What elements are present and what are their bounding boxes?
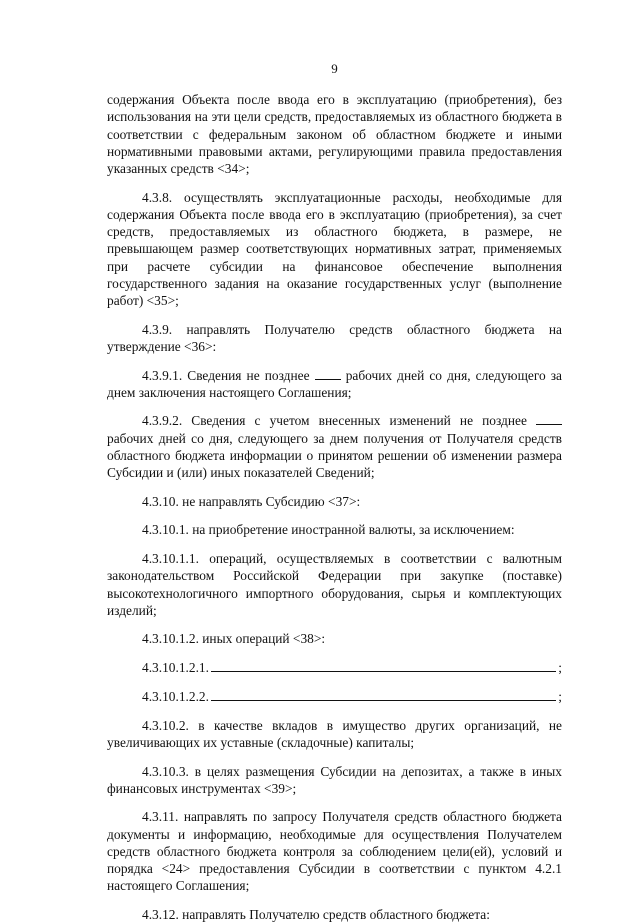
clause-4-3-8: 4.3.8. осуществлять эксплуатационные расходы, необходимые для содержания Объекта после ввода его в эксплуатацию (приобретения), за счет средств, предоставляемых из областного бюджета, в размере, не превышающем размер соответствующих нормативных затрат, применяемых при расчете субсидии на финансовое обеспечение выполнения государственного задания на оказание государственных услуг (выполнение работ) <35>;: [107, 189, 562, 308]
clause-4-3-11: 4.3.11. направлять по запросу Получателя средств областного бюджета документы и информацию, необходимые для осуществления Получателем средств областного бюджета контроля за соблюдением цели(ей), условий и порядка <24> предоставления Субсидии в соответствии с пунктом 4.2.1 настоящего Соглашения;: [107, 809, 562, 894]
blank-days-field-2[interactable]: [536, 412, 562, 425]
clause-4-3-10-1-1: 4.3.10.1.1. операций, осуществляемых в соответствии с валютным законодательством Российской Федерации при закупке (поставке) высокотехнологичного импортного оборудования, сырья и комплектующих изделий;: [107, 551, 562, 618]
clause-4-3-10-1-2: 4.3.10.1.2. иных операций <38>:: [142, 631, 326, 647]
clause-4-3-9-1-text-b: рабочих дней со дня, следующего за днем заключения настоящего Соглашения;: [107, 367, 562, 400]
clause-4-3-9-1-text-a: 4.3.9.1. Сведения не позднее: [142, 367, 310, 383]
clause-4-3-10-3: 4.3.10.3. в целях размещения Субсидии на депозитах, а также в иных финансовых инструментах <39>;: [107, 763, 562, 796]
blank-operation-field-1[interactable]: [211, 659, 556, 672]
clause-label: 4.3.10.1.2.2.: [142, 688, 209, 704]
semicolon: ;: [558, 688, 562, 704]
clause-4-3-12: 4.3.12. направлять Получателю средств областного бюджета:: [142, 906, 490, 922]
clause-4-3-10-1-2-1: [107, 659, 562, 676]
clause-4-3-9: 4.3.9. направлять Получателю средств областного бюджета на утверждение <36>:: [107, 321, 562, 354]
clause-4-3-9-1: [107, 367, 562, 401]
clause-4-3-10-2: 4.3.10.2. в качестве вкладов в имущество других организаций, не увеличивающих их уставные (складочные) капиталы;: [107, 717, 562, 750]
paragraph-continuation: содержания Объекта после ввода его в эксплуатацию (приобретения), без использования на эти цели средств, предоставляемых из областного бюджета в соответствии с федеральным законом об областном бюджете и иными нормативными правовыми актами, регулирующими правила предоставления указанных средств <34>;: [107, 92, 562, 177]
clause-label: 4.3.10.1.2.1.: [142, 660, 209, 676]
blank-days-field[interactable]: [315, 367, 341, 380]
clause-4-3-9-2-text-a: 4.3.9.2. Сведения с учетом внесенных изменений не позднее: [142, 413, 527, 429]
clause-4-3-9-2-text-b: рабочих дней со дня, следующего за днем получения от Получателя средств областного бюджета информации о принятом решении об изменении размера Субсидии и (или) иных показателей Сведений;: [107, 430, 562, 481]
clause-4-3-10: 4.3.10. не направлять Субсидию <37>:: [142, 493, 361, 509]
clause-4-3-10-1: 4.3.10.1. на приобретение иностранной валюты, за исключением:: [142, 522, 515, 538]
page-number: 9: [331, 61, 338, 76]
clause-4-3-9-2: [107, 412, 562, 481]
clause-4-3-10-1-2-2: [107, 688, 562, 705]
blank-operation-field-2[interactable]: [211, 688, 556, 701]
semicolon: ;: [558, 660, 562, 676]
